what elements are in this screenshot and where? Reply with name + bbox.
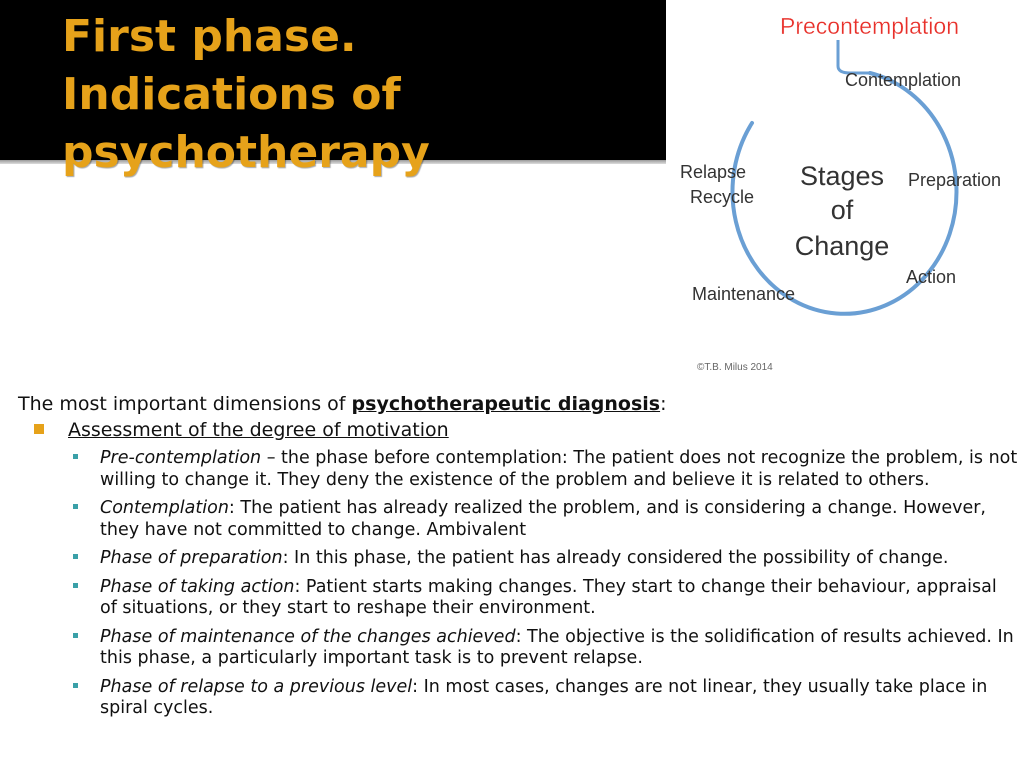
slide-title — [62, 8, 602, 182]
square-bullet-icon — [34, 424, 44, 434]
label-precontemplation: Precontemplation — [780, 13, 959, 39]
list-item — [100, 627, 1018, 670]
slide-body — [18, 392, 1018, 727]
list-item — [100, 577, 1018, 620]
item-text: : The objective is the solidification of results achieved. In this phase, a particularly important task is to prevent relapse. — [100, 626, 1014, 668]
title-line-1: First phase. — [62, 11, 357, 62]
label-relapse: Relapse — [680, 162, 747, 182]
square-bullet-icon — [73, 454, 78, 459]
item-term: Pre-contemplation — [100, 448, 262, 468]
center-line-1: Stages — [799, 161, 885, 191]
square-bullet-icon — [73, 554, 78, 559]
intro-suffix: : — [660, 393, 667, 415]
label-action: Action — [906, 267, 957, 287]
square-bullet-icon — [73, 504, 78, 509]
square-bullet-icon — [73, 583, 78, 588]
item-text: : In this phase, the patient has already considered the possibility of change. — [282, 548, 949, 568]
label-contemplation: Contemplation — [845, 70, 962, 90]
item-term: Phase of relapse to a previous level — [100, 676, 413, 697]
list-item — [100, 498, 1018, 541]
stages-of-change-diagram — [670, 0, 1024, 380]
item-term: Phase of taking action — [100, 576, 295, 597]
intro-prefix: The most important dimensions of — [18, 393, 352, 415]
title-line-2: Indications of — [62, 69, 401, 120]
item-text: – the phase before contemplation: The patient does not recognize the problem, is not willing to change it. They deny the existence of the problem and believe it is related to others. — [100, 448, 1018, 490]
label-preparation: Preparation — [908, 170, 1002, 190]
list-item — [100, 548, 1018, 570]
title-line-3: psychotherapy — [62, 127, 430, 178]
item-term: Contemplation — [100, 498, 229, 518]
label-maintenance: Maintenance — [692, 284, 796, 304]
item-text: : Patient starts making changes. They start to change their behaviour, appraisal of situations, or they start to reshape their environment. — [100, 576, 997, 618]
list-item — [100, 677, 1018, 720]
list-item — [100, 448, 1018, 491]
item-text: : The patient has already realized the problem, and is considering a change. However, they have not committed to change. Ambivalent — [100, 498, 986, 540]
precontemplation-connector — [838, 40, 870, 73]
item-term: Phase of maintenance of the changes achieved — [100, 626, 516, 647]
square-bullet-icon — [73, 683, 78, 688]
motivation-stages-list — [100, 448, 1018, 720]
item-text: : In most cases, changes are not linear, they usually take place in spiral cycles. — [100, 676, 988, 718]
center-line-3: Change — [794, 231, 890, 261]
bullet-level1-text: Assessment of the degree of motivation — [68, 419, 449, 441]
square-bullet-icon — [73, 633, 78, 638]
intro-line — [18, 392, 1018, 416]
item-term: Phase of preparation — [100, 548, 283, 568]
label-recycle: Recycle — [690, 187, 755, 207]
bullet-level1 — [68, 418, 1018, 442]
diagram-credit: ©T.B. Milus 2014 — [697, 362, 773, 373]
intro-bold: psychotherapeutic diagnosis — [351, 393, 661, 415]
center-line-2: of — [830, 195, 854, 225]
